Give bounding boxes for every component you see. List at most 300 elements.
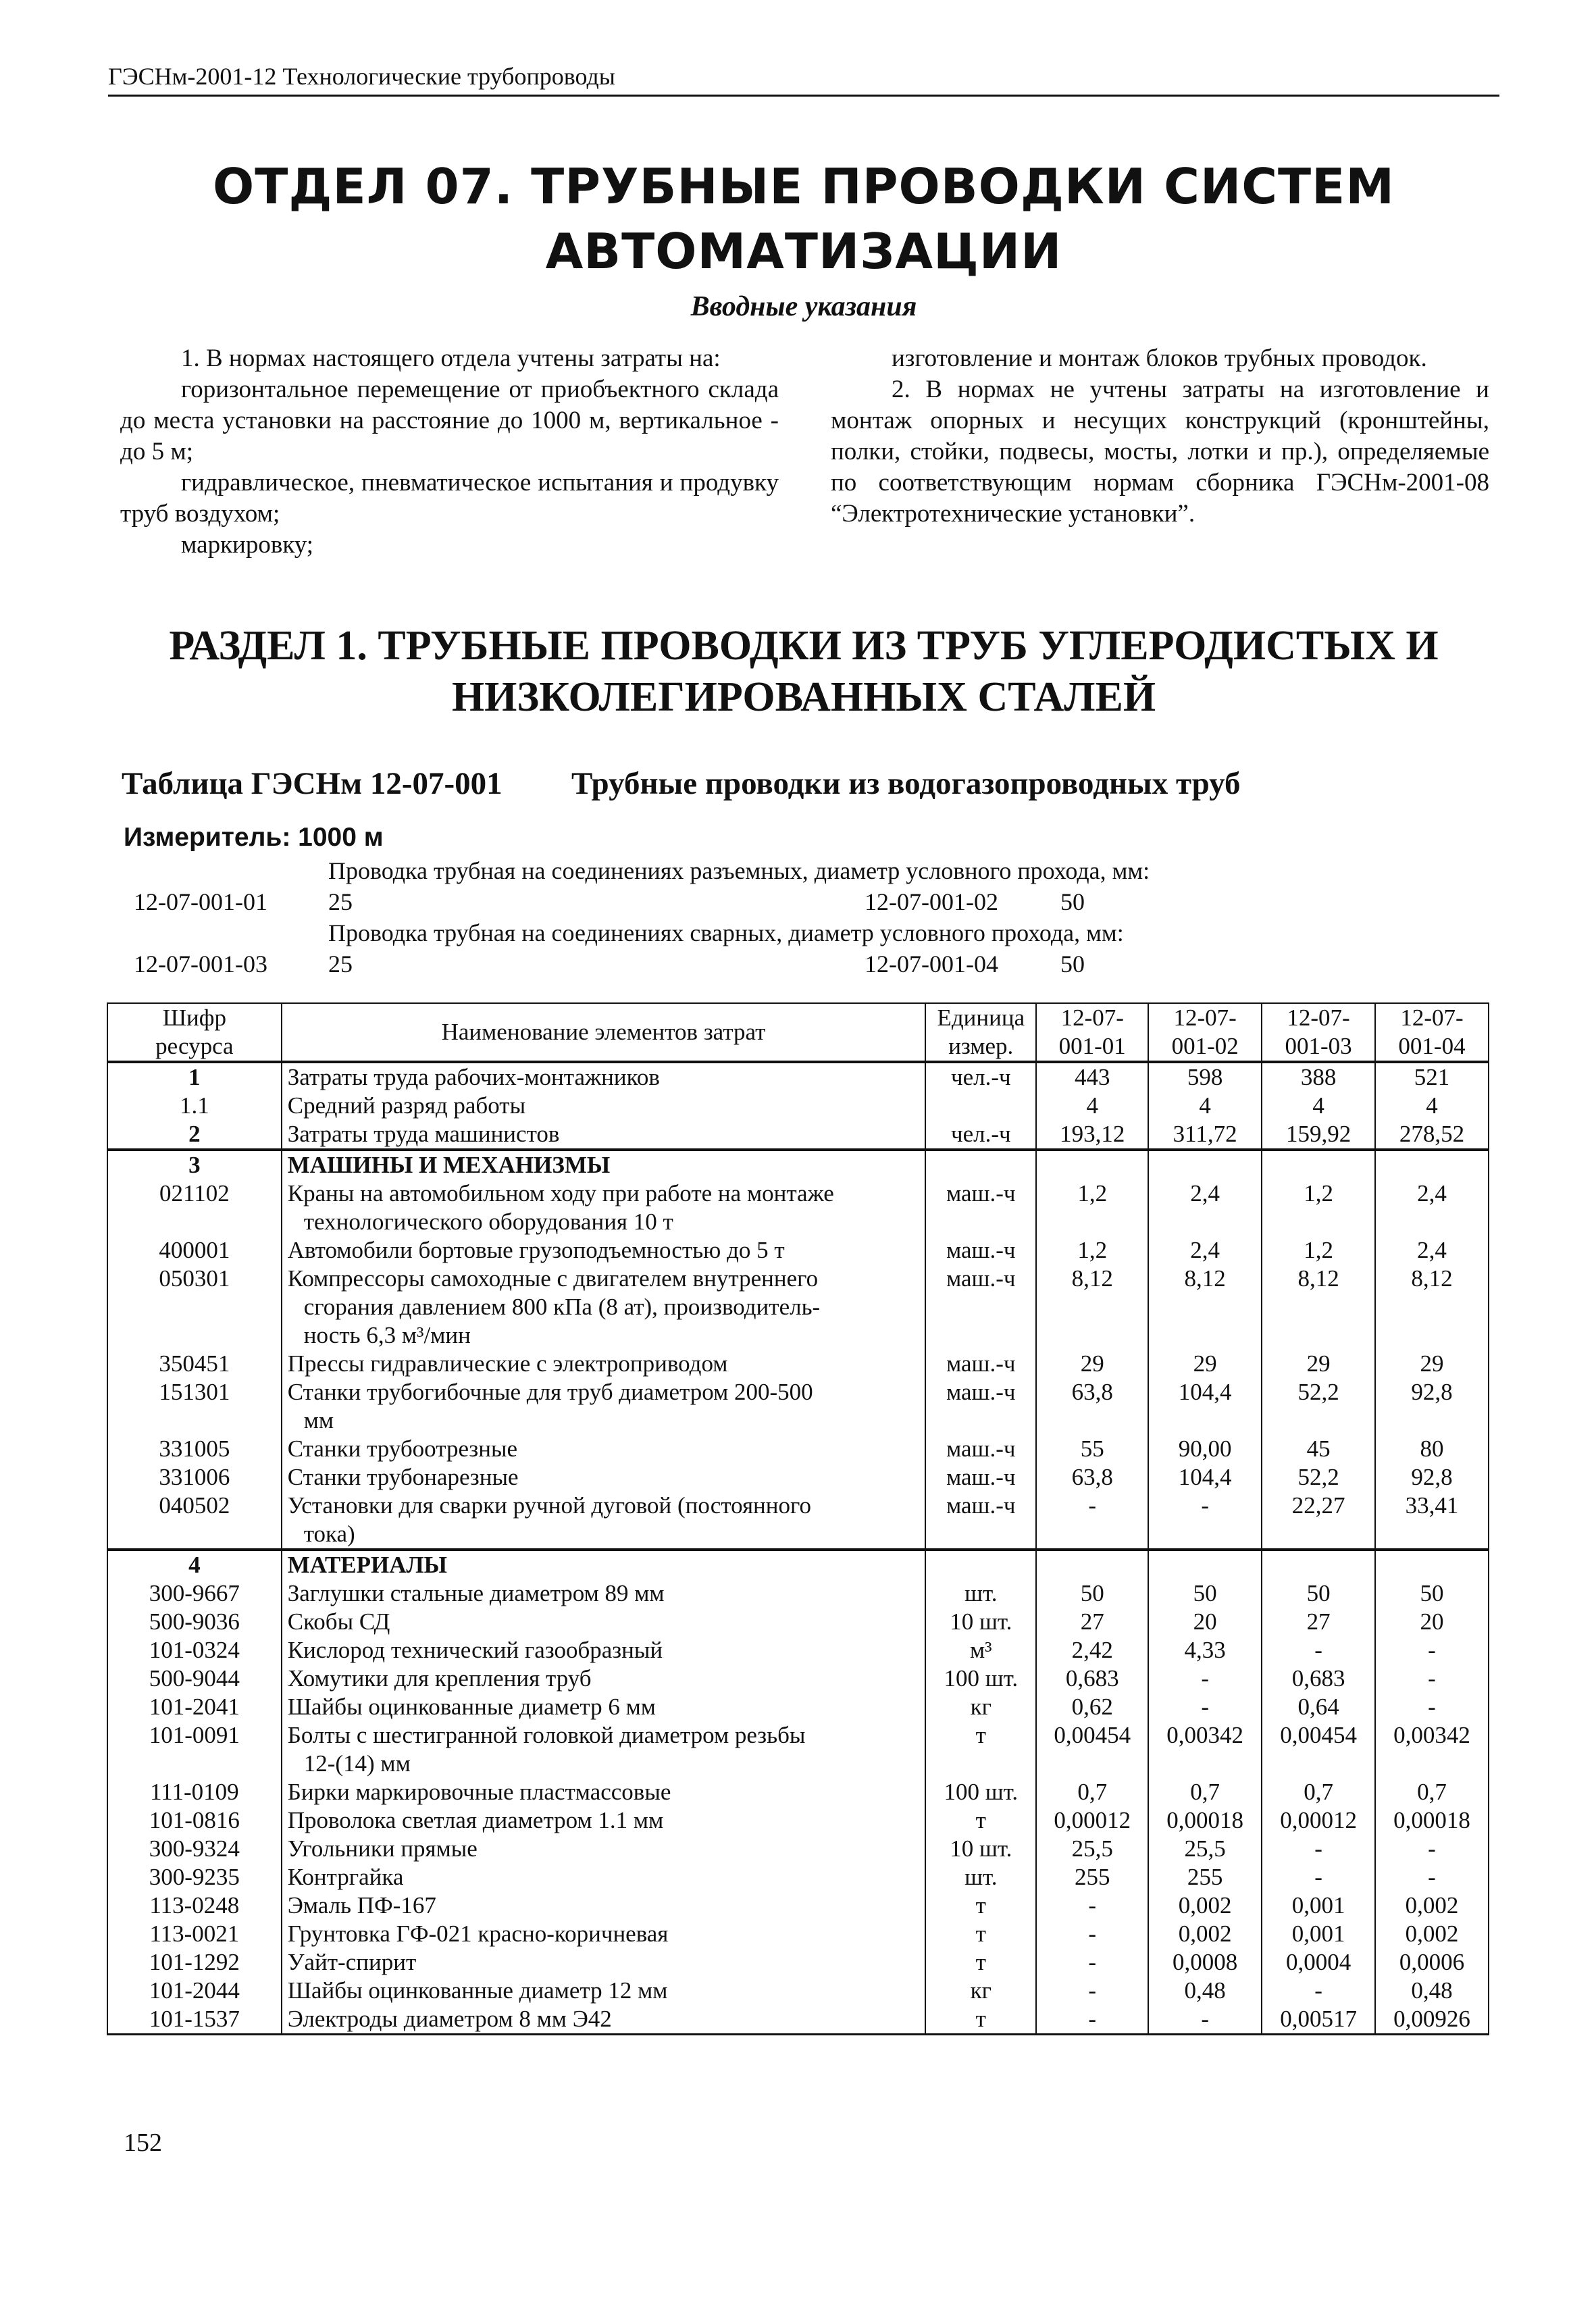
norm-value-3: 45 xyxy=(1262,1435,1375,1463)
norm-value-2: 104,4 xyxy=(1148,1378,1262,1435)
resource-code: 151301 xyxy=(107,1378,282,1435)
cost-element-name xyxy=(282,1693,926,1721)
cost-element-name-line: сгорания давлением 800 кПа (8 ат), производитель- xyxy=(303,1294,821,1320)
table-body xyxy=(107,1062,1489,2035)
resource-code: 331006 xyxy=(107,1463,282,1492)
norm-value-2: 25,5 xyxy=(1148,1835,1262,1863)
norm-value-1: - xyxy=(1036,1977,1148,2005)
resource-code: 500-9036 xyxy=(107,1608,282,1636)
cost-element-name-line: Болты с шестигранной головкой диаметром резьбы xyxy=(287,1722,806,1748)
norm-value-1: 55 xyxy=(1036,1435,1148,1463)
unit-of-measure: т xyxy=(925,1806,1036,1835)
unit-of-measure: кг xyxy=(925,1977,1036,2005)
header-unit-line: измер. xyxy=(948,1033,1014,1059)
resource-code: 331005 xyxy=(107,1435,282,1463)
variant-code: 12-07-001-04 xyxy=(865,950,998,977)
table-row xyxy=(107,1092,1489,1120)
table-row xyxy=(107,1265,1489,1350)
table-title xyxy=(122,765,1499,802)
norm-value-4 xyxy=(1375,1550,1489,1579)
resource-code: 1 xyxy=(107,1062,282,1092)
norm-value-2: 29 xyxy=(1148,1350,1262,1378)
intro-left-column xyxy=(120,343,779,561)
cost-element-name-line: Затраты труда рабочих-монтажников xyxy=(287,1064,660,1090)
cost-element-name-line: Автомобили бортовые грузоподъемностью до 5 т xyxy=(287,1237,785,1263)
resource-code: 350451 xyxy=(107,1350,282,1378)
resource-code: 101-2044 xyxy=(107,1977,282,2005)
cost-element-name xyxy=(282,1636,926,1664)
norm-value-4: 80 xyxy=(1375,1435,1489,1463)
table-row xyxy=(107,1492,1489,1550)
norm-value-2 xyxy=(1148,1150,1262,1179)
cost-element-name-line: Краны на автомобильном ходу при работе на монтаже xyxy=(287,1180,834,1206)
table-row xyxy=(107,1579,1489,1608)
norm-value-2: - xyxy=(1148,1664,1262,1693)
unit-of-measure: маш.-ч xyxy=(925,1265,1036,1350)
unit-of-measure: т xyxy=(925,1721,1036,1778)
norm-value-3: 0,001 xyxy=(1262,1920,1375,1948)
table-row xyxy=(107,1891,1489,1920)
cost-element-name xyxy=(282,1435,926,1463)
cost-element-name xyxy=(282,1664,926,1693)
cost-element-name-line: Станки трубонарезные xyxy=(287,1464,519,1490)
header-code-line: Шифр xyxy=(162,1005,226,1031)
intro-right-column xyxy=(831,343,1489,530)
header-col-line: 12-07- xyxy=(1400,1005,1464,1031)
cost-element-name-line: Электроды диаметром 8 мм Э42 xyxy=(287,2006,612,2032)
table-row xyxy=(107,1236,1489,1265)
norm-value-1: 29 xyxy=(1036,1350,1148,1378)
unit-of-measure: т xyxy=(925,1891,1036,1920)
norm-value-2: 90,00 xyxy=(1148,1435,1262,1463)
norm-value-1: 0,683 xyxy=(1036,1664,1148,1693)
resource-code: 101-0324 xyxy=(107,1636,282,1664)
cost-element-name-line: 12-(14) мм xyxy=(303,1750,411,1777)
table-row xyxy=(107,1608,1489,1636)
section-title xyxy=(108,620,1499,723)
unit-of-measure: 10 шт. xyxy=(925,1835,1036,1863)
norm-value-1: 1,2 xyxy=(1036,1236,1148,1265)
division-title xyxy=(108,154,1499,284)
unit-of-measure: маш.-ч xyxy=(925,1350,1036,1378)
cost-element-name xyxy=(282,1863,926,1891)
table-row xyxy=(107,1778,1489,1806)
variant-group-title: Проводка трубная на соединениях сварных, диаметр условного прохода, мм: xyxy=(328,919,1124,946)
norm-value-3: 29 xyxy=(1262,1350,1375,1378)
table-row xyxy=(107,2005,1489,2035)
cost-element-name xyxy=(282,1920,926,1948)
norm-value-4: 2,4 xyxy=(1375,1179,1489,1236)
unit-of-measure: кг xyxy=(925,1693,1036,1721)
norm-value-3: 388 xyxy=(1262,1062,1375,1092)
cost-element-name-line: МАШИНЫ И МЕХАНИЗМЫ xyxy=(287,1152,611,1178)
variant-code: 12-07-001-01 xyxy=(134,888,267,915)
unit-of-measure: 100 шт. xyxy=(925,1664,1036,1693)
norm-value-2: 0,002 xyxy=(1148,1920,1262,1948)
resource-code: 1.1 xyxy=(107,1092,282,1120)
norm-value-4: 0,00926 xyxy=(1375,2005,1489,2035)
section-row xyxy=(107,1550,1489,1579)
cost-element-name xyxy=(282,1062,926,1092)
header-col-4 xyxy=(1375,1003,1489,1062)
cost-element-name-line: мм xyxy=(303,1407,334,1433)
norm-value-2 xyxy=(1148,1550,1262,1579)
header-col-line: 12-07- xyxy=(1173,1005,1237,1031)
unit-of-measure: т xyxy=(925,1920,1036,1948)
intro-paragraph: гидравлическое, пневматическое испытания и продувку труб воздухом; xyxy=(120,469,779,528)
header-col-line: 001-04 xyxy=(1398,1033,1466,1059)
variant-code: 12-07-001-03 xyxy=(134,950,267,977)
cost-element-name-line: Заглушки стальные диаметром 89 мм xyxy=(287,1580,665,1606)
norm-value-1: 0,00012 xyxy=(1036,1806,1148,1835)
resource-code: 113-0248 xyxy=(107,1891,282,1920)
norm-value-1: 63,8 xyxy=(1036,1463,1148,1492)
variant-code: 12-07-001-02 xyxy=(865,888,998,915)
norm-value-2: 0,7 xyxy=(1148,1778,1262,1806)
table-row xyxy=(107,1179,1489,1236)
unit-of-measure xyxy=(925,1150,1036,1179)
norm-value-1: 193,12 xyxy=(1036,1120,1148,1150)
norm-value-4: 0,48 xyxy=(1375,1977,1489,2005)
norm-value-3: 0,683 xyxy=(1262,1664,1375,1693)
norm-value-3: 159,92 xyxy=(1262,1120,1375,1150)
norm-value-1: - xyxy=(1036,1920,1148,1948)
table-row xyxy=(107,1435,1489,1463)
norm-value-1: 2,42 xyxy=(1036,1636,1148,1664)
norm-value-1: 50 xyxy=(1036,1579,1148,1608)
unit-of-measure: маш.-ч xyxy=(925,1435,1036,1463)
cost-element-name-line: Уайт-спирит xyxy=(287,1949,417,1975)
cost-element-name xyxy=(282,1948,926,1977)
cost-element-name-line: Грунтовка ГФ-021 красно-коричневая xyxy=(287,1921,669,1947)
resource-code: 021102 xyxy=(107,1179,282,1236)
cost-element-name-line: Проволока светлая диаметром 1.1 мм xyxy=(287,1807,664,1833)
header-col-3 xyxy=(1262,1003,1375,1062)
cost-element-name xyxy=(282,1236,926,1265)
table-row xyxy=(107,1664,1489,1693)
resource-code: 300-9324 xyxy=(107,1835,282,1863)
page-number: 152 xyxy=(124,2129,162,2157)
norm-value-2: 0,00018 xyxy=(1148,1806,1262,1835)
norm-value-3: 52,2 xyxy=(1262,1378,1375,1435)
table-row xyxy=(107,1378,1489,1435)
norm-value-3 xyxy=(1262,1150,1375,1179)
cost-element-name-line: ность 6,3 м³/мин xyxy=(303,1322,471,1348)
header-code-line: ресурса xyxy=(155,1033,234,1059)
norm-value-2: 4,33 xyxy=(1148,1636,1262,1664)
cost-element-name xyxy=(282,1463,926,1492)
norm-value-4: 0,0006 xyxy=(1375,1948,1489,1977)
norm-value-1: - xyxy=(1036,1891,1148,1920)
norm-value-3: 0,00454 xyxy=(1262,1721,1375,1778)
norm-value-2: 0,002 xyxy=(1148,1891,1262,1920)
norm-value-3: 52,2 xyxy=(1262,1463,1375,1492)
norm-value-4: 50 xyxy=(1375,1579,1489,1608)
variant-group-title: Проводка трубная на соединениях разъемных, диаметр условного прохода, мм: xyxy=(328,857,1150,884)
norm-value-1: 443 xyxy=(1036,1062,1148,1092)
measure-unit: Измеритель: 1000 м xyxy=(124,823,384,852)
header-unit xyxy=(925,1003,1036,1062)
cost-element-name-line: Хомутики для крепления труб xyxy=(287,1665,592,1692)
table-row xyxy=(107,1120,1489,1150)
norm-value-4: 29 xyxy=(1375,1350,1489,1378)
intro-heading: Вводные указания xyxy=(690,291,917,322)
resource-code: 500-9044 xyxy=(107,1664,282,1693)
norm-value-2: - xyxy=(1148,1492,1262,1550)
cost-element-name xyxy=(282,1550,926,1579)
header-code xyxy=(107,1003,282,1062)
norm-value-4: 0,7 xyxy=(1375,1778,1489,1806)
unit-of-measure: маш.-ч xyxy=(925,1463,1036,1492)
header-col-line: 001-01 xyxy=(1058,1033,1126,1059)
intro-paragraph: изготовление и монтаж блоков трубных проводок. xyxy=(892,345,1427,372)
table-header-row xyxy=(107,1003,1489,1062)
norm-value-1: - xyxy=(1036,2005,1148,2035)
norm-value-3: 8,12 xyxy=(1262,1265,1375,1350)
cost-element-name xyxy=(282,1092,926,1120)
norm-value-3: 0,00012 xyxy=(1262,1806,1375,1835)
cost-element-name-line: Станки трубоотрезные xyxy=(287,1435,518,1462)
cost-element-name-line: технологического оборудования 10 т xyxy=(303,1209,673,1235)
norm-value-3: 22,27 xyxy=(1262,1492,1375,1550)
table-row xyxy=(107,1835,1489,1863)
table-row xyxy=(107,1636,1489,1664)
norm-value-1: 8,12 xyxy=(1036,1265,1148,1350)
norm-value-2: 255 xyxy=(1148,1863,1262,1891)
table-row xyxy=(107,1806,1489,1835)
norm-value-4: 0,002 xyxy=(1375,1920,1489,1948)
header-col-line: 001-03 xyxy=(1285,1033,1352,1059)
norm-value-4: 2,4 xyxy=(1375,1236,1489,1265)
unit-of-measure: маш.-ч xyxy=(925,1179,1036,1236)
unit-of-measure: шт. xyxy=(925,1863,1036,1891)
intro-paragraph: 2. В нормах не учтены затраты на изготовление и монтаж опорных и несущих конструкций (кронштейны, полки, стойки, подвесы, мосты, лотки и пр.), определяемые по соответствующим нормам сборника ГЭСНм-2001-08 “Электротехнические установки”. xyxy=(831,376,1489,528)
resource-code: 101-1537 xyxy=(107,2005,282,2035)
variant-value: 25 xyxy=(328,888,353,915)
norm-value-1: 0,7 xyxy=(1036,1778,1148,1806)
unit-of-measure: шт. xyxy=(925,1579,1036,1608)
unit-of-measure: 10 шт. xyxy=(925,1608,1036,1636)
section-title-line-2: НИЗКОЛЕГИРОВАННЫХ СТАЛЕЙ xyxy=(451,674,1156,720)
norm-value-1: 4 xyxy=(1036,1092,1148,1120)
table-row xyxy=(107,1721,1489,1778)
header-name: Наименование элементов затрат xyxy=(282,1003,926,1062)
norm-value-4: - xyxy=(1375,1693,1489,1721)
variant-value: 50 xyxy=(1060,888,1085,915)
resource-code: 040502 xyxy=(107,1492,282,1550)
norm-value-2: - xyxy=(1148,2005,1262,2035)
norm-value-4: 278,52 xyxy=(1375,1120,1489,1150)
cost-element-name xyxy=(282,1806,926,1835)
intro-paragraph: горизонтальное перемещение от приобъектного склада до места установки на расстояние до 1000 м, вертикальное - до 5 м; xyxy=(120,376,779,465)
cost-element-name-line: Угольники прямые xyxy=(287,1835,478,1862)
header-col-line: 12-07- xyxy=(1060,1005,1124,1031)
norm-value-1: 25,5 xyxy=(1036,1835,1148,1863)
unit-of-measure: маш.-ч xyxy=(925,1492,1036,1550)
cost-element-name xyxy=(282,1721,926,1778)
cost-element-name-line: Средний разряд работы xyxy=(287,1092,526,1119)
cost-element-name xyxy=(282,1150,926,1179)
norm-value-2: 20 xyxy=(1148,1608,1262,1636)
table-row xyxy=(107,1350,1489,1378)
resource-code: 113-0021 xyxy=(107,1920,282,1948)
norm-value-1: 255 xyxy=(1036,1863,1148,1891)
norm-value-2: 598 xyxy=(1148,1062,1262,1092)
norm-value-3: - xyxy=(1262,1977,1375,2005)
running-header: ГЭСНм-2001-12 Технологические трубопроводы xyxy=(108,62,1499,97)
table-row xyxy=(107,1062,1489,1092)
intro-paragraph: 1. В нормах настоящего отдела учтены затраты на: xyxy=(181,345,721,372)
header-col-line: 12-07- xyxy=(1287,1005,1350,1031)
norm-value-1: 27 xyxy=(1036,1608,1148,1636)
cost-element-name-line: Эмаль ПФ-167 xyxy=(287,1892,436,1918)
norm-value-1: 0,00454 xyxy=(1036,1721,1148,1778)
resource-code: 300-9667 xyxy=(107,1579,282,1608)
table-row xyxy=(107,1693,1489,1721)
table-row xyxy=(107,1977,1489,2005)
norm-value-4: 0,002 xyxy=(1375,1891,1489,1920)
table-row xyxy=(107,1920,1489,1948)
norm-value-3: 0,001 xyxy=(1262,1891,1375,1920)
resource-code: 101-0091 xyxy=(107,1721,282,1778)
norm-value-2: 0,48 xyxy=(1148,1977,1262,2005)
table-row xyxy=(107,1463,1489,1492)
resource-code: 101-2041 xyxy=(107,1693,282,1721)
norm-value-2: 4 xyxy=(1148,1092,1262,1120)
norm-value-4: 20 xyxy=(1375,1608,1489,1636)
norm-value-3 xyxy=(1262,1550,1375,1579)
cost-element-name xyxy=(282,1835,926,1863)
norm-value-2: 8,12 xyxy=(1148,1265,1262,1350)
unit-of-measure: т xyxy=(925,2005,1036,2035)
norm-value-1: 1,2 xyxy=(1036,1179,1148,1236)
header-col-2 xyxy=(1148,1003,1262,1062)
norm-value-4: 8,12 xyxy=(1375,1265,1489,1350)
norm-value-2: - xyxy=(1148,1693,1262,1721)
norm-value-3: 1,2 xyxy=(1262,1236,1375,1265)
norm-value-4: 0,00018 xyxy=(1375,1806,1489,1835)
cost-element-name-line: Установки для сварки ручной дуговой (постоянного xyxy=(287,1492,811,1519)
unit-of-measure xyxy=(925,1550,1036,1579)
division-title-line-1: ОТДЕЛ 07. ТРУБНЫЕ ПРОВОДКИ СИСТЕМ xyxy=(213,158,1395,215)
section-title-line-1: РАЗДЕЛ 1. ТРУБНЫЕ ПРОВОДКИ ИЗ ТРУБ УГЛЕРОДИСТЫХ И xyxy=(169,623,1439,669)
cost-element-name xyxy=(282,1378,926,1435)
norm-value-3: 4 xyxy=(1262,1092,1375,1120)
resource-code: 2 xyxy=(107,1120,282,1150)
cost-element-name xyxy=(282,1265,926,1350)
header-col-1 xyxy=(1036,1003,1148,1062)
norm-value-4: - xyxy=(1375,1664,1489,1693)
cost-element-name-line: тока) xyxy=(303,1521,355,1547)
unit-of-measure: маш.-ч xyxy=(925,1236,1036,1265)
cost-element-name-line: Скобы СД xyxy=(287,1608,390,1635)
resource-code: 101-0816 xyxy=(107,1806,282,1835)
cost-element-name-line: МАТЕРИАЛЫ xyxy=(287,1552,447,1578)
unit-of-measure: чел.-ч xyxy=(925,1120,1036,1150)
norm-value-4: 92,8 xyxy=(1375,1463,1489,1492)
unit-of-measure xyxy=(925,1092,1036,1120)
section-row xyxy=(107,1150,1489,1179)
cost-element-name-line: Шайбы оцинкованные диаметр 12 мм xyxy=(287,1977,668,2004)
norm-value-3: - xyxy=(1262,1863,1375,1891)
table-row xyxy=(107,1948,1489,1977)
norm-value-4: 33,41 xyxy=(1375,1492,1489,1550)
table-code: Таблица ГЭСНм 12-07-001 xyxy=(122,766,503,801)
norm-value-4: 521 xyxy=(1375,1062,1489,1092)
resource-code: 4 xyxy=(107,1550,282,1579)
cost-element-name-line: Прессы гидравлические с электроприводом xyxy=(287,1350,728,1377)
cost-element-name xyxy=(282,1350,926,1378)
cost-element-name xyxy=(282,1608,926,1636)
cost-element-name xyxy=(282,1977,926,2005)
resource-code: 111-0109 xyxy=(107,1778,282,1806)
header-unit-line: Единица xyxy=(937,1005,1025,1031)
norm-value-2: 2,4 xyxy=(1148,1179,1262,1236)
cost-element-name xyxy=(282,1778,926,1806)
header-col-line: 001-02 xyxy=(1171,1033,1239,1059)
resource-code: 300-9235 xyxy=(107,1863,282,1891)
norm-value-4: - xyxy=(1375,1636,1489,1664)
resource-code: 3 xyxy=(107,1150,282,1179)
norms-table xyxy=(107,1002,1489,2035)
norm-value-2: 50 xyxy=(1148,1579,1262,1608)
resource-code: 101-1292 xyxy=(107,1948,282,1977)
unit-of-measure: маш.-ч xyxy=(925,1378,1036,1435)
cost-element-name-line: Шайбы оцинкованные диаметр 6 мм xyxy=(287,1694,656,1720)
norm-value-3: 50 xyxy=(1262,1579,1375,1608)
norm-value-1 xyxy=(1036,1550,1148,1579)
norm-value-1: 63,8 xyxy=(1036,1378,1148,1435)
cost-element-name-line: Контргайка xyxy=(287,1864,404,1890)
norm-value-3: 1,2 xyxy=(1262,1179,1375,1236)
division-title-line-2: АВТОМАТИЗАЦИИ xyxy=(545,223,1062,280)
cost-element-name-line: Станки трубогибочные для труб диаметром 200-500 xyxy=(287,1379,813,1405)
norm-value-3: 0,7 xyxy=(1262,1778,1375,1806)
unit-of-measure: 100 шт. xyxy=(925,1778,1036,1806)
norm-value-4: 92,8 xyxy=(1375,1378,1489,1435)
variant-value: 25 xyxy=(328,950,353,977)
norm-value-2: 0,0008 xyxy=(1148,1948,1262,1977)
norm-value-2: 2,4 xyxy=(1148,1236,1262,1265)
intro-paragraph: маркировку; xyxy=(181,531,314,559)
norm-value-4: 4 xyxy=(1375,1092,1489,1120)
cost-element-name-line: Бирки маркировочные пластмассовые xyxy=(287,1779,671,1805)
cost-element-name xyxy=(282,1120,926,1150)
resource-code: 400001 xyxy=(107,1236,282,1265)
norm-value-1 xyxy=(1036,1150,1148,1179)
unit-of-measure: чел.-ч xyxy=(925,1062,1036,1092)
norm-value-2: 104,4 xyxy=(1148,1463,1262,1492)
unit-of-measure: т xyxy=(925,1948,1036,1977)
cost-element-name-line: Компрессоры самоходные с двигателем внутреннего xyxy=(287,1265,819,1292)
resource-code: 050301 xyxy=(107,1265,282,1350)
norm-value-2: 311,72 xyxy=(1148,1120,1262,1150)
norm-value-3: 0,0004 xyxy=(1262,1948,1375,1977)
norm-value-4 xyxy=(1375,1150,1489,1179)
norm-value-4: - xyxy=(1375,1863,1489,1891)
norm-value-3: 0,00517 xyxy=(1262,2005,1375,2035)
table-name: Трубные проводки из водогазопроводных труб xyxy=(571,766,1241,801)
norm-value-3: 0,64 xyxy=(1262,1693,1375,1721)
table-row xyxy=(107,1863,1489,1891)
norm-value-1: - xyxy=(1036,1948,1148,1977)
norm-value-3: - xyxy=(1262,1835,1375,1863)
cost-element-name-line: Затраты труда машинистов xyxy=(287,1121,560,1147)
cost-element-name xyxy=(282,2005,926,2035)
norm-value-4: - xyxy=(1375,1835,1489,1863)
cost-element-name xyxy=(282,1579,926,1608)
cost-element-name-line: Кислород технический газообразный xyxy=(287,1637,663,1663)
